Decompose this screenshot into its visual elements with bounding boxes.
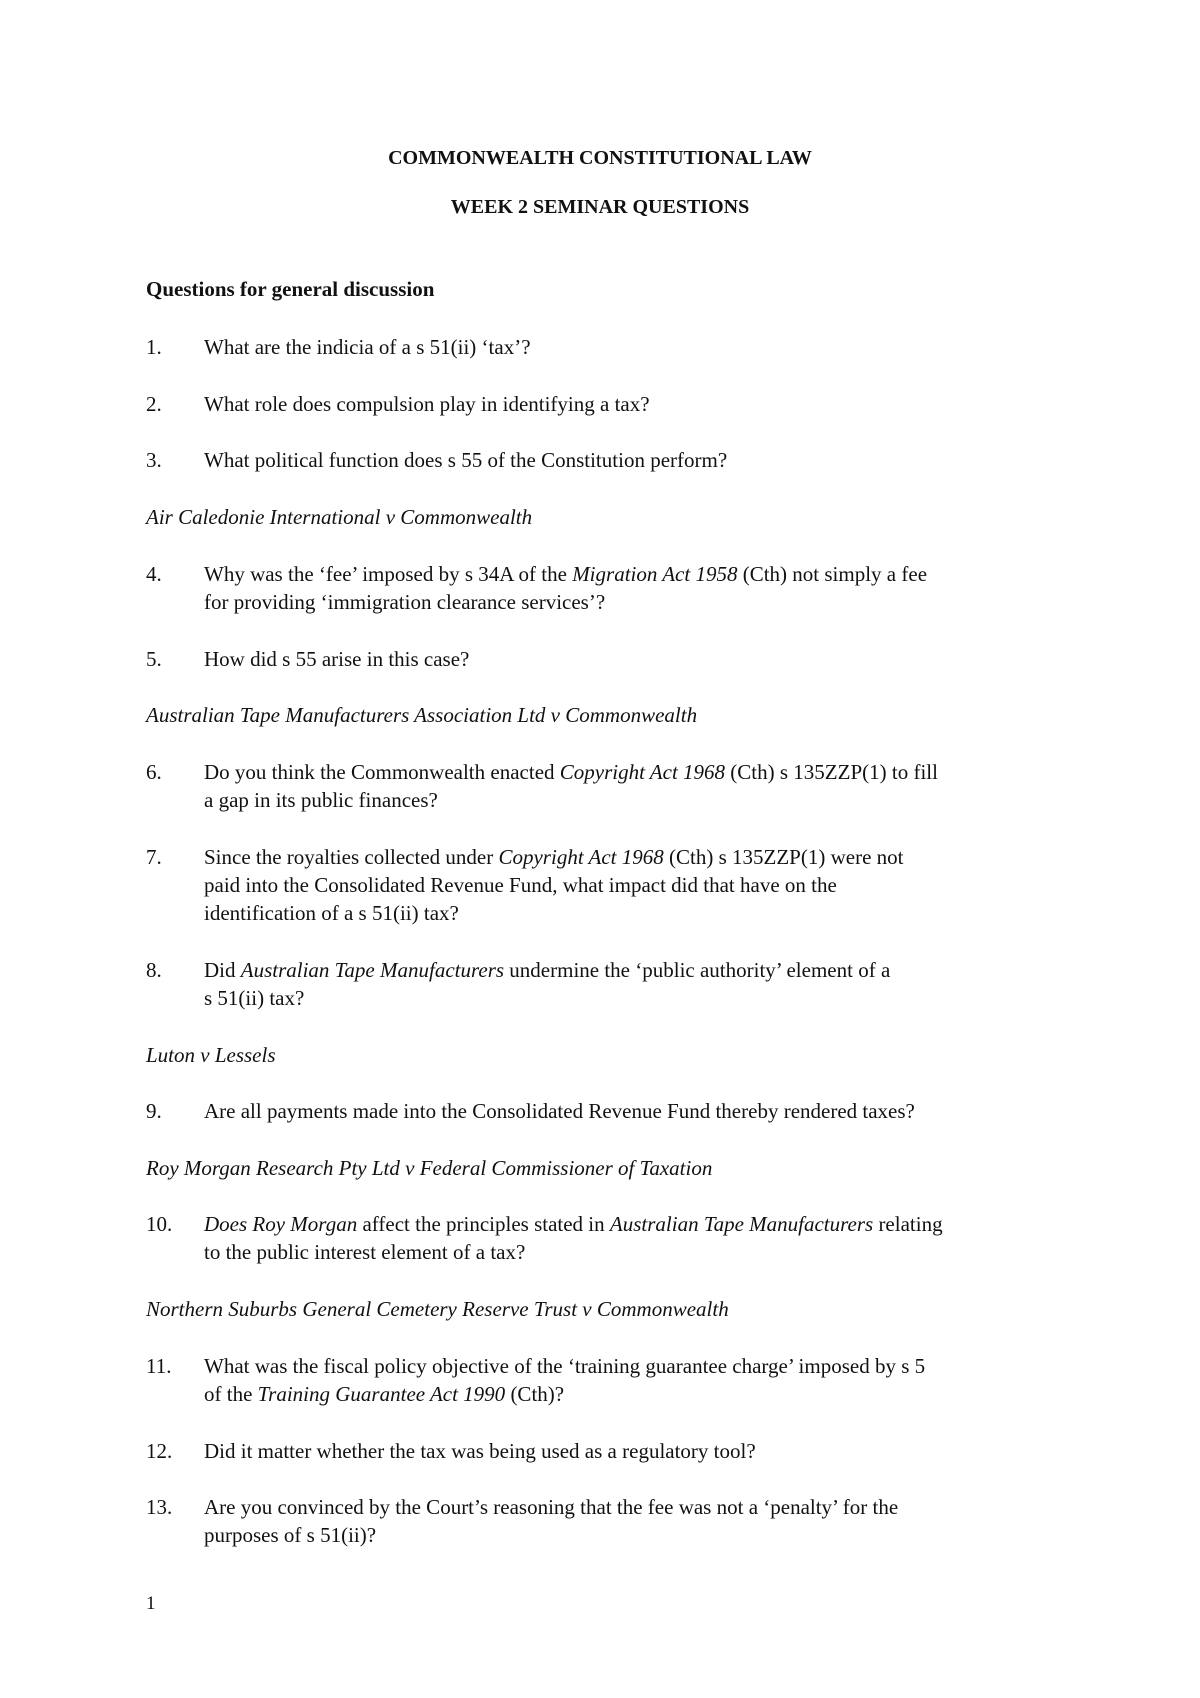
document-title: COMMONWEALTH CONSTITUTIONAL LAW	[388, 147, 812, 169]
italic-citation: Copyright Act 1968	[498, 845, 664, 869]
text-run: Did	[204, 958, 241, 982]
question-text	[204, 560, 1064, 616]
text-run: Do you think the Commonwealth enacted	[204, 760, 560, 784]
text-run: Why was the ‘fee’ imposed by s 34A of the	[204, 562, 573, 586]
question-number: 2.	[146, 392, 162, 416]
text-run: (Cth) s 135ZZP(1) to fill	[725, 760, 938, 784]
question-text	[204, 1097, 1064, 1125]
case-title-air-caledonie: Air Caledonie International v Commonwealth	[146, 505, 533, 529]
question-line	[204, 1352, 1064, 1380]
text-run: Did it matter whether the tax was being used as a regulatory tool?	[204, 1439, 756, 1463]
question-line	[204, 956, 1064, 984]
italic-citation: Copyright Act 1968	[559, 760, 726, 784]
question-line	[204, 645, 1064, 673]
question-line	[204, 1238, 1064, 1266]
question-line	[204, 984, 1064, 1012]
text-run: Are you convinced by the Court’s reasoning that the fee was not a ‘penalty’ for the	[204, 1495, 899, 1519]
question-line	[204, 1493, 1064, 1521]
question-number: 10.	[146, 1212, 173, 1236]
text-run: for providing ‘immigration clearance services’?	[204, 590, 606, 614]
question-text	[204, 843, 1064, 927]
question-number: 7.	[146, 845, 162, 869]
question-number: 5.	[146, 647, 162, 671]
question-line	[204, 390, 1064, 418]
text-run: undermine the ‘public authority’ element of a	[504, 958, 891, 982]
text-run: identification of a s 51(ii) tax?	[204, 901, 459, 925]
text-run: (Cth)?	[505, 1382, 565, 1406]
case-title-tape-manufacturers: Australian Tape Manufacturers Association Ltd v Commonwealth	[146, 703, 698, 727]
question-line	[204, 588, 1064, 616]
italic-citation: Migration Act 1958	[572, 562, 738, 586]
question-text	[204, 390, 1064, 418]
question-line	[204, 1210, 1064, 1238]
question-line	[204, 871, 1064, 899]
question-line	[204, 1521, 1064, 1549]
document-subtitle: WEEK 2 SEMINAR QUESTIONS	[450, 196, 750, 218]
text-run: What political function does s 55 of the Constitution perform?	[204, 448, 728, 472]
text-run: Are all payments made into the Consolidated Revenue Fund thereby rendered taxes?	[204, 1099, 915, 1123]
page-number: 1	[146, 1593, 156, 1614]
section-title-general: Questions for general discussion	[146, 277, 435, 301]
italic-citation: Does Roy Morgan	[204, 1212, 358, 1236]
question-number: 6.	[146, 760, 162, 784]
italic-citation: Australian Tape Manufacturers	[609, 1212, 874, 1236]
question-number: 12.	[146, 1439, 173, 1463]
question-number: 8.	[146, 958, 162, 982]
text-run: s 51(ii) tax?	[204, 986, 305, 1010]
text-run: relating	[873, 1212, 943, 1236]
question-number: 3.	[146, 448, 162, 472]
text-run: a gap in its public finances?	[204, 788, 438, 812]
question-line	[204, 1380, 1064, 1408]
case-title-luton: Luton v Lessels	[146, 1043, 276, 1067]
text-run: What are the indicia of a s 51(ii) ‘tax’?	[204, 335, 531, 359]
italic-citation: Australian Tape Manufacturers	[240, 958, 505, 982]
text-run: of the	[204, 1382, 258, 1406]
case-title-roy-morgan: Roy Morgan Research Pty Ltd v Federal Commissioner of Taxation	[146, 1156, 713, 1180]
question-text	[204, 1493, 1064, 1549]
text-run: Since the royalties collected under	[204, 845, 499, 869]
question-text	[204, 1352, 1064, 1408]
text-run: to the public interest element of a tax?	[204, 1240, 526, 1264]
question-number: 11.	[146, 1354, 172, 1378]
question-line	[204, 560, 1064, 588]
question-line	[204, 446, 1064, 474]
text-run: affect the principles stated in	[357, 1212, 610, 1236]
text-run: What role does compulsion play in identifying a tax?	[204, 392, 650, 416]
text-run: What was the fiscal policy objective of the ‘training guarantee charge’ imposed by s 5	[204, 1354, 926, 1378]
text-run: (Cth) not simply a fee	[737, 562, 928, 586]
question-line	[204, 333, 1064, 361]
text-run: paid into the Consolidated Revenue Fund, what impact did that have on the	[204, 873, 837, 897]
text-run: (Cth) s 135ZZP(1) were not	[663, 845, 904, 869]
question-line	[204, 758, 1064, 786]
question-number: 1.	[146, 335, 162, 359]
question-number: 9.	[146, 1099, 162, 1123]
text-run: How did s 55 arise in this case?	[204, 647, 470, 671]
case-title-northern-suburbs: Northern Suburbs General Cemetery Reserve Trust v Commonwealth	[146, 1297, 729, 1321]
question-line	[204, 1437, 1064, 1465]
question-number: 4.	[146, 562, 162, 586]
question-text	[204, 1437, 1064, 1465]
question-text	[204, 333, 1064, 361]
question-number: 13.	[146, 1495, 173, 1519]
italic-citation: Training Guarantee Act 1990	[257, 1382, 506, 1406]
question-line	[204, 843, 1064, 871]
question-text	[204, 446, 1064, 474]
question-text	[204, 758, 1064, 814]
question-text	[204, 1210, 1064, 1266]
question-text	[204, 645, 1064, 673]
question-line	[204, 1097, 1064, 1125]
question-line	[204, 786, 1064, 814]
question-line	[204, 899, 1064, 927]
text-run: purposes of s 51(ii)?	[204, 1523, 377, 1547]
question-text	[204, 956, 1064, 1012]
